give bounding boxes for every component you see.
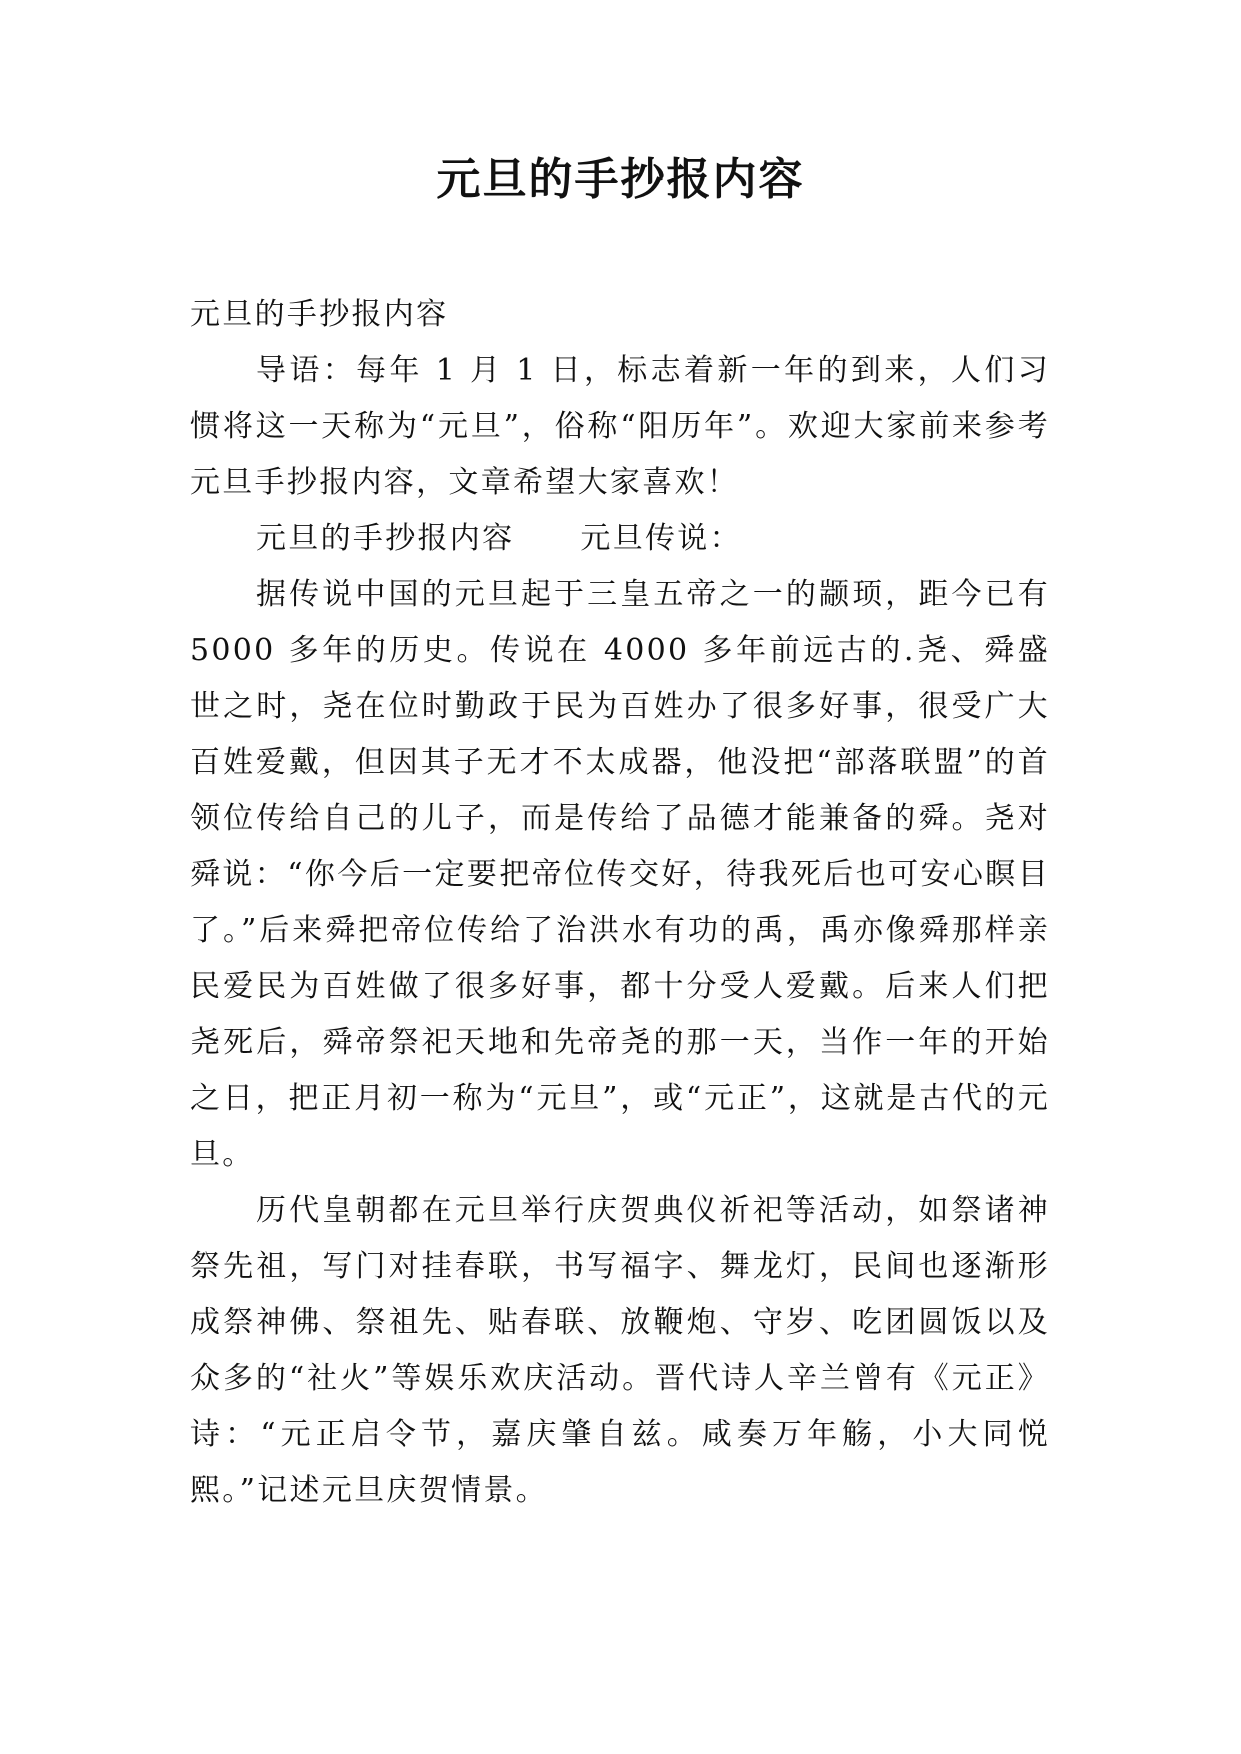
section-heading-part1: 元旦的手抄报内容 [256, 521, 515, 556]
document-title: 元旦的手抄报内容 [436, 154, 805, 205]
section-heading-part2: 元旦传说： [580, 521, 742, 556]
document-body [190, 287, 1050, 1519]
intro-paragraph: 导语：每年 1 月 1 日，标志着新一年的到来，人们习惯将这一天称为“元旦”，俗称“阳历年”。欢迎大家前来参考元旦手抄报内容，文章希望大家喜欢！ [190, 353, 1050, 500]
customs-paragraph: 历代皇朝都在元旦举行庆贺典仪祈祀等活动，如祭诸神祭先祖，写门对挂春联，书写福字、舞龙灯，民间也逐渐形成祭神佛、祭祖先、贴春联、放鞭炮、守岁、吃团圆饭以及众多的“社火”等娱乐欢庆活动。晋代诗人辛兰曾有《元正》诗：“元正启令节，嘉庆肇自兹。咸奏万年觞，小大同悦熙。”记述元旦庆贺情景。 [190, 1193, 1050, 1508]
section-heading [190, 511, 1050, 567]
subtitle-line: 元旦的手抄报内容 [190, 297, 449, 332]
legend-paragraph: 据传说中国的元旦起于三皇五帝之一的颛顼，距今已有5000 多年的历史。传说在 4000 多年前远古的.尧、舜盛世之时，尧在位时勤政于民为百姓办了很多好事，很受广大百姓爱戴，但因其子无才不太成器，他没把“部落联盟”的首领位传给自己的儿子，而是传给了品德才能兼备的舜。尧对舜说：“你今后一定要把帝位传交好，待我死后也可安心瞑目了。”后来舜把帝位传给了治洪水有功的禹，禹亦像舜那样亲民爱民为百姓做了很多好事，都十分受人爱戴。后来人们把尧死后，舜帝祭祀天地和先帝尧的那一天，当作一年的开始之日，把正月初一称为“元旦”，或“元正”，这就是古代的元旦。 [190, 577, 1050, 1172]
